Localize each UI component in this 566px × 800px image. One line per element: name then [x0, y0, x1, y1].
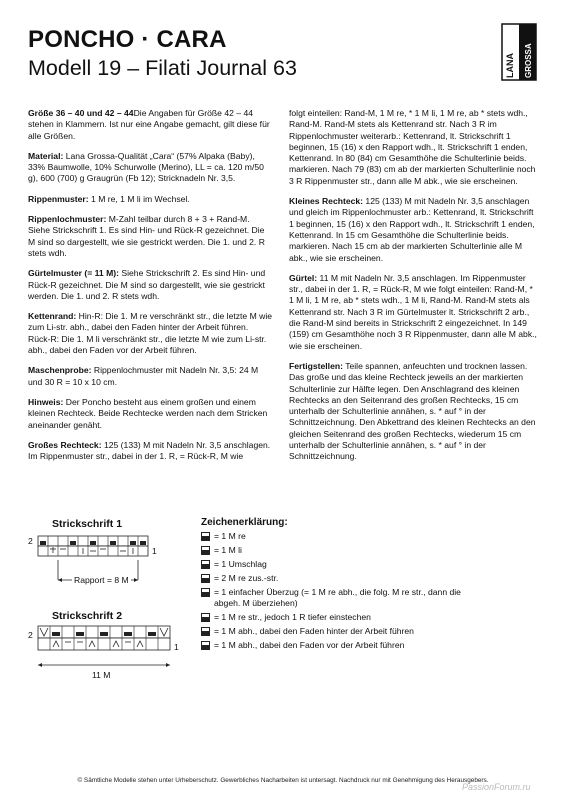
page-title: PONCHO · CARA: [28, 26, 227, 53]
paragraph-heading: Großes Rechteck:: [28, 439, 102, 450]
svg-text:GROSSA: GROSSA: [524, 43, 533, 78]
chart2-width-label: 11 M: [92, 670, 111, 680]
stitch-symbol-icon: [201, 641, 210, 650]
chart2-row2-label: 2: [28, 630, 33, 640]
stitch-symbol-icon: [201, 546, 210, 555]
legend-item-label: = 1 M abh., dabei den Faden vor der Arbeit führen: [214, 640, 405, 650]
legend-item: [201, 587, 461, 609]
chart2-title: Strickschrift 2: [52, 610, 123, 622]
paragraph: [28, 365, 273, 388]
chart1-rapport-label: Rapport = 8 M: [74, 575, 129, 585]
legend-item: [201, 640, 461, 651]
paragraph-heading: Rippenmuster:: [28, 193, 89, 204]
paragraph-text: 11 M mit Nadeln Nr. 3,5 anschlagen. Im Rippenmuster str., dabei in der 1. R, = Rück-R, M wie folgt einteilen: Rand-M, * 1 M li, 1 M re, ab * stets wdh., 1 M li, Rand-M. Rand-M stets als Kettenrand str. Nach 3 R im Gürtelmuster lt. Strickschrift 2 arb., die Rand-M sind bereits in Strickschrift 2 eingezeichnet. In 149 (159) cm Gesamthöhe noch 3 R Rippenmuster, dann alle M abk., wie sie erscheinen.: [289, 272, 537, 351]
legend-item: [201, 626, 461, 637]
legend-item-label: = 1 M li: [214, 545, 242, 555]
paragraph-text: Hin-R: Die 1. M re verschränkt str., die letzte M wie zum Li-str. abh., dabei den Faden hinter der Arbeit führen. Rück-R: Die 1. M li verschränkt str., die letzte M wie zum Li-str. abh., dabei den Faden vor der Arbeit führen.: [28, 311, 273, 356]
paragraph: [28, 397, 273, 431]
stitch-symbol-icon: [201, 560, 210, 569]
chart1-row1-label: 1: [152, 546, 157, 556]
paragraph-text: Lana Grossa-Qualität „Cara“ (57% Alpaka (Baby), 33% Baumwolle, 10% Schurwolle (Merino), LL = ca. 120 m/50 g), 600 (700) g Graugrün (Fb 12); Stricknadeln Nr. 3,5.: [28, 150, 264, 184]
legend-item-label: = 1 M abh., dabei den Faden hinter der Arbeit führen: [214, 626, 414, 636]
paragraph-heading: Kleines Rechteck:: [289, 196, 364, 207]
paragraph: [289, 361, 539, 463]
paragraph-heading: Maschenprobe:: [28, 365, 92, 376]
stitch-symbol-icon: [201, 613, 210, 622]
chart2-row1-label: 1: [174, 642, 179, 652]
legend-item-label: = 1 M re: [214, 531, 246, 541]
chart2-diagram: [28, 622, 228, 662]
paragraph-text: 1 M re, 1 M li im Wechsel.: [88, 193, 190, 204]
legend-item-label: = 1 Umschlag: [214, 559, 267, 569]
legend: [201, 531, 461, 654]
legend-item: [201, 559, 461, 570]
legend-item: [201, 545, 461, 556]
svg-text:LANA: LANA: [505, 53, 515, 78]
paragraph: [289, 273, 539, 352]
chart2-width-arrow: [36, 660, 176, 670]
stitch-symbol-icon: [201, 574, 210, 583]
paragraph-heading: Gürtelmuster (= 11 M):: [28, 268, 119, 279]
paragraph-text: M-Zahl teilbar durch 8 + 3 + Rand-M. Siehe Strickschrift 1. Es sind Hin- und Rück-R gezeichnet. Die M sind so dargestellt, wie sie gestrickt werden. Die 1. und 2. R stets wdh.: [28, 214, 265, 258]
paragraph: [28, 214, 273, 259]
paragraph: [28, 108, 273, 142]
paragraph-text: Siehe Strickschrift 2. Es sind Hin- und Rück-R gezeichnet. Die M sind so dargestellt, wie sie gestrickt werden. Die 1. und 2. R stets wdh.: [28, 268, 266, 301]
legend-item: [201, 531, 461, 542]
paragraph-heading: Größe 36 – 40 und 42 – 44: [28, 108, 134, 118]
paragraph-text: Der Poncho besteht aus einem großen und einem kleinen Rechteck. Beide Rechtecke werden nach dem Stricken aneinander genäht.: [28, 396, 268, 430]
stitch-symbol-icon: [201, 532, 210, 541]
paragraph-heading: Rippenlochmuster:: [28, 214, 107, 225]
legend-item-label: = 1 M re str., jedoch 1 R tiefer einstechen: [214, 612, 371, 622]
paragraph-text: 125 (133) M mit Nadeln Nr. 3,5 anschlagen. Im Rippenmuster str., dabei in der 1. R, = Rück-R, M wie: [28, 439, 271, 462]
paragraph: [28, 194, 273, 205]
paragraph-text: Teile spannen, anfeuchten und trocknen lassen. Das große und das kleine Rechteck jeweils an der markierten Schulterlinie zur Hälfte legen. Den Anschlagrand des kleinen Rechtecks an den Seitenrand des großen Rechtecks, 15 cm unterhalb der Schulterlinie annähen, s. * auf ° in der Schnittzeichnung. Den Abkettrand des kleinen Rechtecks an den gleichen Seitenrand des großen Rechtecks, wiederum 15 cm unterhalb der Schulterlinie annähen, s. * auf ° in der Schnittzeichnung.: [289, 360, 536, 462]
legend-item: [201, 612, 461, 623]
paragraph-heading: Gürtel:: [289, 272, 318, 283]
right-column: [289, 108, 539, 472]
left-column: [28, 108, 273, 471]
paragraph: [28, 311, 273, 356]
legend-item-label: = 2 M re zus.-str.: [214, 573, 279, 583]
legend-item-label: = 1 einfacher Überzug (= 1 M re abh., die folg. M re str., dann die abgeh. M überziehen): [214, 587, 461, 608]
legend-title: Zeichenerklärung:: [201, 517, 288, 528]
chart1-title: Strickschrift 1: [52, 518, 123, 530]
paragraph-heading: Kettenrand:: [28, 311, 77, 322]
paragraph: [289, 108, 539, 187]
stitch-symbol-icon: [201, 627, 210, 636]
paragraph: [28, 151, 273, 185]
legend-item: [201, 573, 461, 584]
paragraph-text: folgt einteilen: Rand-M, 1 M re, * 1 M li, 1 M re, ab * stets wdh., Rand-M. Rand-M stets als Kettenrand str. Nach 3 R im Rippenlochmuster weiterarb.: Kettenrand, lt. Strickschrift 1 beginnen, 15 (16) x den Rapport wdh., lt. Strickschrift 1 enden, Kettenrand. In 80 (84) cm Gesamthöhe die Schulterlinie beids. markieren. Nach 79 (83) cm ab der markierten Schulterlinie noch 3 R Rippenmuster str., dann alle M abk., wie sie erscheinen.: [289, 108, 536, 186]
paragraph-heading: Material:: [28, 150, 64, 161]
chart1-row2-label: 2: [28, 536, 33, 546]
paragraph-text: Rippenlochmuster mit Nadeln Nr. 3,5: 24 M und 30 R = 10 x 10 cm.: [28, 365, 259, 387]
stitch-symbol-icon: [201, 588, 210, 597]
page-subtitle: Modell 19 – Filati Journal 63: [28, 56, 297, 80]
lana-grossa-logo: [500, 22, 538, 82]
paragraph-text: Die Angaben für Größe 42 – 44 stehen in Klammern. Ist nur eine Angabe gemacht, gilt diese für alle Größen.: [28, 108, 270, 141]
paragraph: [28, 440, 273, 463]
paragraph: [289, 196, 539, 264]
paragraph: [28, 268, 273, 302]
paragraph-heading: Hinweis:: [28, 396, 64, 407]
watermark: PassionForum.ru: [462, 782, 531, 792]
copyright-footer: © Sämtliche Modelle stehen unter Urheberschutz. Gewerbliches Nacharbeiten ist untersagt. Nachdruck nur mit Genehmigung des Herausgebers.: [77, 777, 489, 784]
paragraph-heading: Fertigstellen:: [289, 360, 343, 371]
paragraph-text: 125 (133) M mit Nadeln Nr. 3,5 anschlagen und gleich im Rippenlochmuster arb.: Kettenrand, lt. Strickschrift 1 beginnen, 15 (16) x den Rapport wdh., lt. Strickschrift 1 enden, Kettenrand. In 15 cm Gesamthöhe die Schulterlinie beids. markieren. Nach 15 cm ab der markierten Schulterlinie alle M abk., wie sie erscheinen.: [289, 196, 535, 263]
